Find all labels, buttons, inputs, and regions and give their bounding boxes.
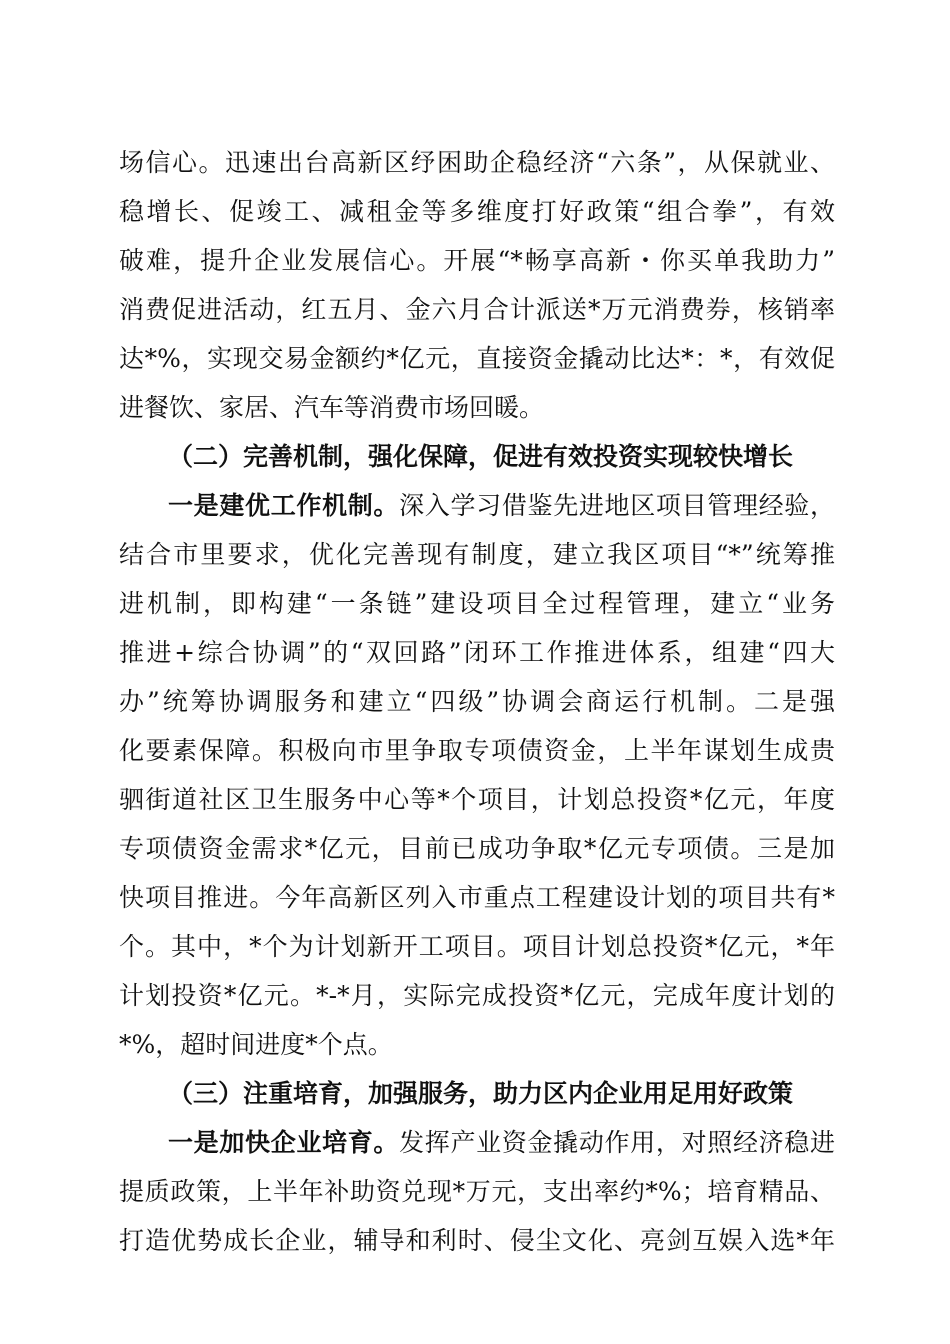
text-line: 达*%，实现交易金额约*亿元，直接资金撬动比达*：*，有效促	[119, 344, 835, 373]
text-line: 化要素保障。积极向市里争取专项债资金，上半年谋划生成贵	[119, 736, 835, 765]
text-line: 办”统筹协调服务和建立“四级”协调会商运行机制。二是强	[119, 687, 835, 716]
text-line: 推进+综合协调”的“双回路”闭环工作推进体系，组建“四大	[119, 638, 835, 667]
text-line: 快项目推进。今年高新区列入市重点工程建设计划的项目共有*	[119, 883, 835, 912]
text-line: 稳增长、促竣工、减租金等多维度打好政策“组合拳”，有效	[119, 197, 835, 226]
bold-lead: 一是建优工作机制。	[168, 491, 400, 520]
text-line: *%，超时间进度*个点。	[119, 1030, 393, 1059]
text-line: 计划投资*亿元。*-*月，实际完成投资*亿元，完成年度计划的	[119, 981, 835, 1010]
text-line: 破难，提升企业发展信心。开展“*畅享高新・你买单我助力”	[119, 246, 835, 275]
text-span: 发挥产业资金撬动作用，对照经济稳进	[399, 1128, 835, 1157]
text-line	[168, 1124, 835, 1162]
text-line: 个。其中，*个为计划新开工项目。项目计划总投资*亿元，*年	[119, 932, 835, 961]
text-line: 进餐饮、家居、汽车等消费市场回暖。	[119, 393, 545, 422]
text-span: 深入学习借鉴先进地区项目管理经验，	[399, 491, 835, 520]
bold-lead: 一是加快企业培育。	[168, 1128, 400, 1157]
text-line: 消费促进活动，红五月、金六月合计派送*万元消费券，核销率	[119, 295, 835, 324]
section-heading-2: （二）完善机制，强化保障，促进有效投资实现较快增长	[168, 442, 794, 471]
text-line: 进机制，即构建“一条链”建设项目全过程管理，建立“业务	[119, 589, 835, 618]
text-line: 驷街道社区卫生服务中心等*个项目，计划总投资*亿元，年度	[119, 785, 835, 814]
text-line: 结合市里要求，优化完善现有制度，建立我区项目“*”统筹推	[119, 540, 835, 569]
text-line	[168, 487, 835, 525]
text-line: 提质政策，上半年补助资兑现*万元，支出率约*%；培育精品、	[119, 1177, 835, 1206]
section-heading-3: （三）注重培育，加强服务，助力区内企业用足用好政策	[168, 1079, 794, 1108]
text-line: 专项债资金需求*亿元，目前已成功争取*亿元专项债。三是加	[119, 834, 835, 863]
text-line: 场信心。迅速出台高新区纾困助企稳经济“六条”，从保就业、	[119, 148, 835, 177]
text-line: 打造优势成长企业，辅导和利时、侵尘文化、亮剑互娱入选*年	[119, 1226, 835, 1255]
